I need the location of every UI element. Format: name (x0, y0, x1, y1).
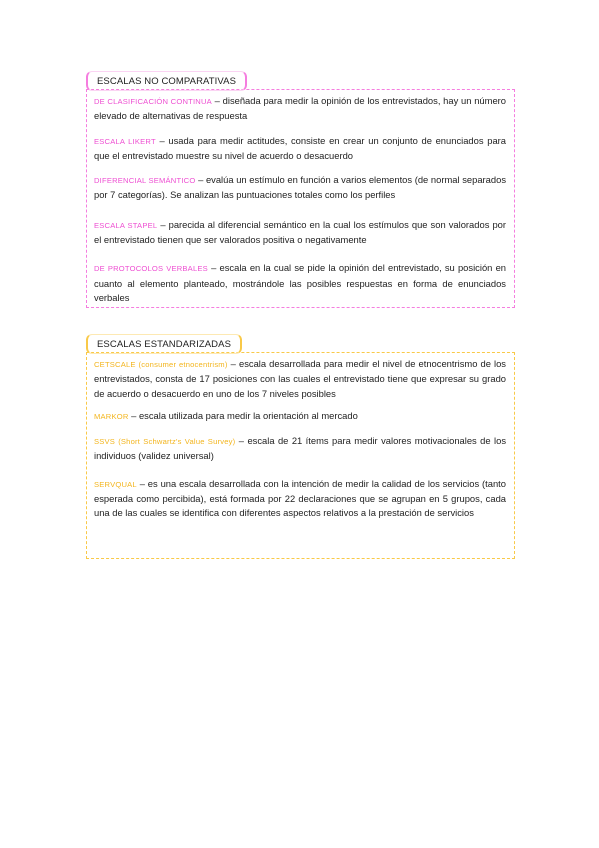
section-estandarizadas (86, 334, 515, 559)
section-box (86, 89, 515, 308)
list-item (94, 218, 506, 248)
term-description: – parecida al diferencial semántico en la cual los estímulos que son valorados por el entrevistado tienen que ser valorados positiva o negativamente (94, 218, 506, 246)
term-description: – escala en la cual se pide la opinión del entrevistado, su posición en cuanto al elemento planteado, mostrándole las posibles respuestas en forma de enunciados verbales (94, 262, 506, 303)
term-label: SSVS (Short Schwartz's Value Survey) (94, 437, 236, 447)
term-label: DE PROTOCOLOS VERBALES (94, 264, 208, 274)
term-label: MARKOR (94, 411, 129, 421)
term-label: CETSCALE (94, 360, 136, 369)
term-label-extra: (consumer etnocentrism) (135, 360, 228, 369)
list-item (94, 94, 506, 124)
term-description: – escala de 21 ítems para medir valores motivacionales de los individuos (validez universal) (94, 435, 507, 462)
term-description: – escala desarrollada para medir el nivel de etnocentrismo de los entrevistados, consta de 17 posiciones con las cuales el entrevistado tiene que expresar su grado de acuerdo o desacuerdo en uno de los 7 niveles posibles (94, 358, 506, 399)
term-label: ESCALA STAPEL (94, 220, 158, 230)
term-label: ESCALA LIKERT (94, 136, 156, 146)
list-item (94, 477, 506, 521)
term-description: – evalúa un estímulo en función a varios elementos (de normal separados por 7 categorías). Se analizan las puntuaciones totales como los perfiles (94, 174, 507, 201)
list-item (94, 173, 506, 203)
term-description: – usada para medir actitudes, consiste en crear un conjunto de enunciados para que el entrevistado muestre su nivel de acuerdo o desacuerdo (94, 134, 506, 161)
section-no-comparativas (86, 71, 515, 308)
list-item (94, 261, 506, 305)
term-description: – diseñada para medir la opinión de los entrevistados, hay un número elevado de alternativas de respuesta (94, 95, 506, 122)
list-item (94, 134, 506, 164)
term-description: – es una escala desarrollada con la intención de medir la calidad de los servicios (tanto esperada como percibida), está formada por 22 declaraciones que se agrupan en 5 grupos, cada una de las cuales se identifica con diferentes aspectos relativos a la prestación de servicios (94, 477, 506, 519)
list-item (94, 434, 506, 464)
section-title: ESCALAS NO COMPARATIVAS (86, 71, 247, 91)
list-item (94, 357, 506, 401)
term-description: – escala utilizada para medir la orientación al mercado (128, 409, 358, 421)
list-item (94, 409, 506, 424)
term-label: DE CLASIFICACIÓN CONTINUA (94, 97, 212, 106)
section-box (86, 352, 515, 559)
term-label: DIFERENCIAL SEMÁNTICO (94, 176, 196, 186)
section-title: ESCALAS ESTANDARIZADAS (86, 334, 242, 354)
term-label: SERVQUAL (94, 479, 137, 489)
